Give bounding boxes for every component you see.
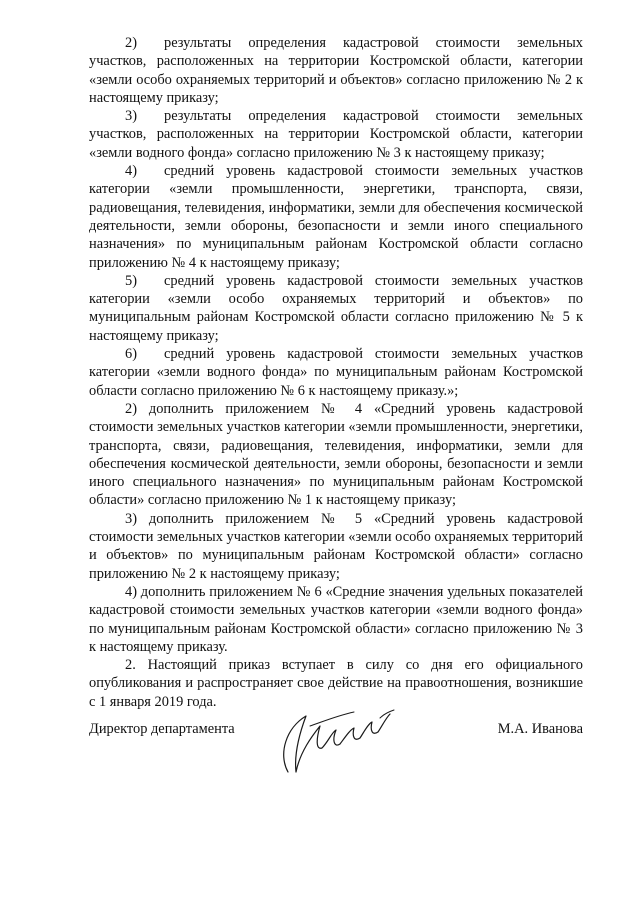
item-text: результаты определения кадастровой стоимости земельных участков, расположенных на территории Костромской области, категории «земли водного фонда» согласно приложению № 3 к настоящему приказу; [89,108,583,161]
document-body [89,34,583,711]
item-text: средний уровень кадастровой стоимости земельных участков категории «земли особо охраняемых территорий и объектов» по муниципальным районам Костромской области согласно приложению № 5 к настоящему приказу; [89,272,583,344]
item-text: результаты определения кадастровой стоимости земельных участков, расположенных на территории Костромской области, категории «земли особо охраняемых территорий и объектов» согласно приложению № 2 к настоящему приказу; [89,35,583,106]
item-number: 2) [125,35,137,51]
paragraph: 4) дополнить приложением № 6 «Средние значения удельных показателей кадастровой стоимости земельных участков категории «земли водного фонда» по муниципальным районам Костромской области» согласно приложению № 3 к настоящему приказу. [89,583,583,655]
item-number: 5) [125,272,137,289]
item-text: средний уровень кадастровой стоимости земельных участков категории «земли промышленности, энергетики, транспорта, связи, радиовещания, телевидения, информатики, земли для обеспечения космической деятельности, земли обороны, безопасности и земли иного специального назначения» по муниципальным районам Костромской области согласно приложению № 4 к настоящему приказу; [89,163,583,271]
list-item [89,107,583,162]
list-item [89,345,583,400]
item-number: 4) [125,163,137,180]
list-item [89,272,583,345]
item-text: средний уровень кадастровой стоимости земельных участков категории «земли водного фонда» по муниципальным районам Костромской области согласно приложению № 6 к настоящему приказу.»; [89,346,583,399]
paragraph: 3) дополнить приложением № 5 «Средний уровень кадастровой стоимости земельных участков категории «земли особо охраняемых территорий и объектов» по муниципальным районам Костромской области» согласно приложению № 2 к настоящему приказу; [89,510,583,582]
signatory-name: М.А. Иванова [497,721,583,737]
list-item [89,162,583,272]
item-number: 6) [125,346,137,363]
signatory-title: Директор департамента [89,721,235,737]
handwritten-signature [270,702,400,784]
paragraph: 2) дополнить приложением № 4 «Средний уровень кадастровой стоимости земельных участков категории «земли промышленности, энергетики, транспорта, связи, радиовещания, телевидения, информатики, земли для обеспечения космической деятельности, земли обороны, безопасности и земли иного специального назначения» по муниципальным районам Костромской области» согласно приложению № 1 к настоящему приказу; [89,400,583,509]
list-item [89,34,583,107]
item-number: 3) [125,108,137,125]
paragraph: 2. Настоящий приказ вступает в силу со дня его официального опубликования и распространяет свое действие на правоотношения, возникшие с 1 января 2019 года. [89,657,583,710]
